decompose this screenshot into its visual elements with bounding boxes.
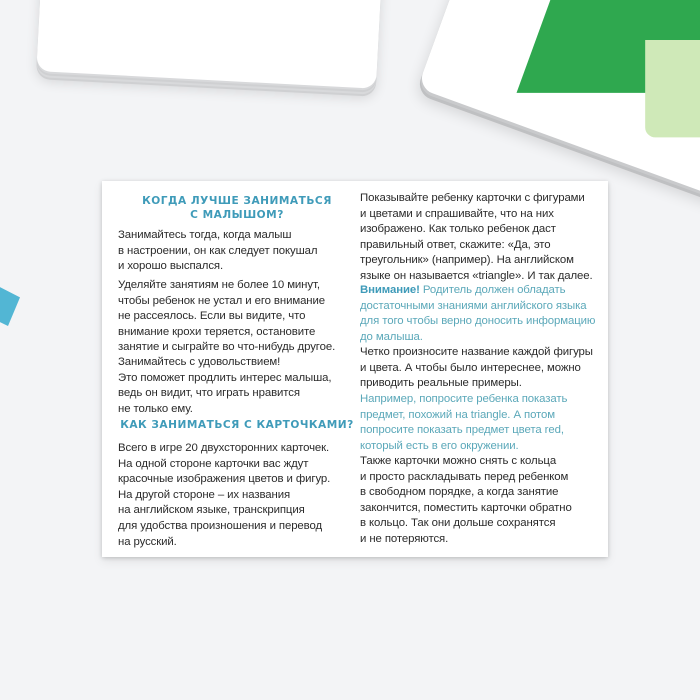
light-green-shape-illustration: [645, 27, 700, 137]
green-corner-shape: [585, 0, 700, 40]
heading-how-to-use-cards: КАК ЗАНИМАТЬСЯ С КАРТОЧКАМИ?: [120, 419, 354, 431]
paragraph-show-cards: Показывайте ребенку карточки с фигурами и цветами и спрашивайте, что на них изображено. Как только ребенок даст правильный ответ, скажите: «Да, это треугольник» (например). На английском языке он называется «triangle». И так далее.: [360, 192, 593, 282]
paragraph-attention: [360, 283, 595, 345]
paragraph-duration: Уделяйте занятиям не более 10 минут, чтобы ребенок не устал и его внимание не рассеялось. Если вы видите, что внимание крохи теряется, остановите занятие и сыграйте во что-нибудь другое.: [118, 279, 336, 354]
paragraph-mood: Занимайтесь тогда, когда малыш в настроении, он как следует покушал и хорошо выспался.: [118, 229, 318, 273]
paragraph-example: Например, попросите ребенка показать предмет, похожий на triangle. А потом попросите показать предмет цвета red, который есть в его окружении.: [360, 393, 568, 452]
heading-when-to-practice: КОГДА ЛУЧШЕ ЗАНИМАТЬСЯ С МАЛЫШОМ?: [142, 195, 332, 221]
attention-label: Внимание!: [360, 284, 420, 296]
attention-text: Родитель должен обладать достаточными знаниями английского языка для того чтобы верно доносить информацию до малыша.: [360, 284, 596, 343]
paragraph-ring: Также карточки можно снять с кольца и просто раскладывать перед ребенком в свободном порядке, а когда занятие закончится, поместить карточки обратно в кольцо. Так они дольше сохранятся и не потеряются.: [360, 455, 572, 545]
paragraph-pronounce: Четко произносите название каждой фигуры и цвета. А чтобы было интереснее, можно приводить реальные примеры.: [360, 346, 593, 390]
paragraph-enjoyment: Занимайтесь с удовольствием! Это поможет продлить интерес малыша, ведь он видит, что играть нравится не только ему.: [118, 356, 332, 415]
paragraph-card-count: Всего в игре 20 двухсторонних карточек. На одной стороне карточки вас ждут красочные изображения цветов и фигур. На другой стороне – их названия на английском языке, транскрипция для удобства произношения и перевод на русский.: [118, 442, 331, 548]
instruction-leaflet: [102, 181, 608, 557]
flashcard-stack-left: [36, 0, 383, 89]
blue-shape-fragment: [0, 282, 20, 326]
